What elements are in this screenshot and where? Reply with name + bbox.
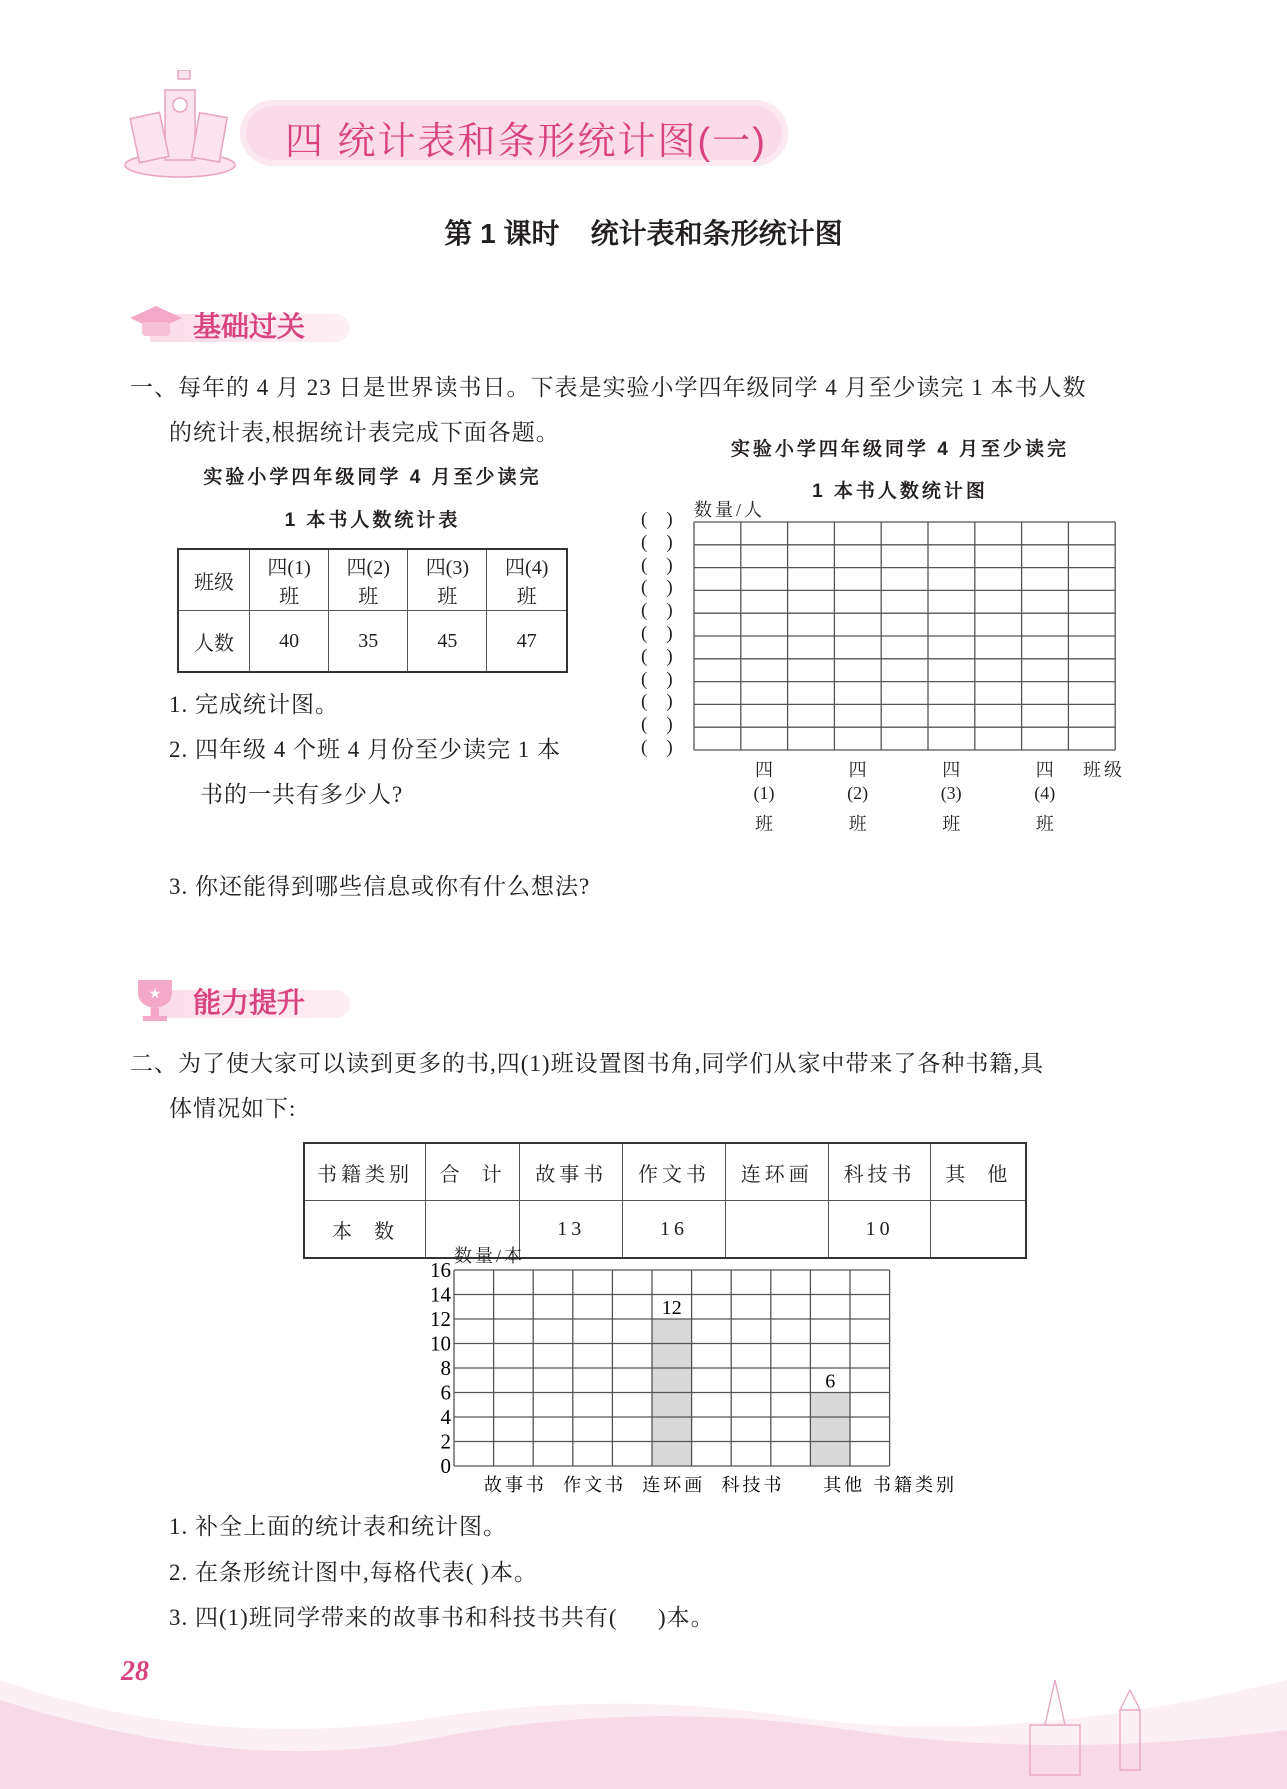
graduation-cap-icon (128, 300, 184, 346)
reading-table (177, 548, 568, 673)
x-tick-label: 班 (755, 814, 773, 834)
x-tick-label: 四 (942, 760, 961, 780)
y-tick-label: 14 (430, 1282, 451, 1307)
count-cell[interactable] (931, 1201, 1026, 1259)
count-cell: 35 (329, 611, 408, 673)
row-header: 人数 (178, 611, 250, 673)
chart1-ylabel: 数量/人 (694, 500, 766, 520)
x-tick-label: (1) (753, 783, 775, 803)
table-title-2: 1 本书人数统计表 (284, 510, 461, 531)
header-cell: 书籍类别 (304, 1143, 426, 1201)
section-basic: 基础过关 (193, 311, 306, 342)
y-tick-label: 8 (440, 1356, 451, 1380)
class-cell: 四(4) 班 (487, 549, 567, 611)
y-tick-label: 2 (440, 1429, 451, 1454)
y-tick-label: 12 (430, 1307, 451, 1331)
count-cell: 13 (520, 1201, 623, 1259)
books-table (303, 1142, 1027, 1259)
bar-value-label: 6 (825, 1370, 836, 1393)
y-tick-label: 4 (440, 1405, 451, 1429)
row-header: 班级 (178, 549, 250, 611)
page-number: 28 (121, 1656, 149, 1687)
y-axis-blank: ( ) (641, 668, 673, 690)
q1-text-1: 一、每年的 4 月 23 日是世界读书日。下表是实验小学四年级同学 4 月至少读完 1 本书人数 (130, 375, 1087, 400)
count-cell: 47 (487, 611, 567, 673)
y-axis-blank: ( ) (641, 509, 673, 530)
table-row (178, 611, 567, 673)
y-axis-blank: ( ) (641, 577, 673, 599)
unit-title: 四 统计表和条形统计图(一) (285, 121, 767, 163)
count-cell: 45 (408, 611, 487, 673)
chart-title-1: 实验小学四年级同学 4 月至少读完 (730, 439, 1070, 460)
class-cell: 四(2) 班 (329, 549, 408, 611)
x-axis-label: 书籍类别 (873, 1475, 957, 1495)
count-cell[interactable] (725, 1201, 828, 1259)
q1-question-3: 3. 你还能得到哪些信息或你有什么想法? (169, 874, 591, 899)
q1-text-2: 的统计表,根据统计表完成下面各题。 (169, 420, 560, 445)
bar-value-label: 12 (661, 1297, 682, 1319)
row-header: 本 数 (304, 1201, 426, 1259)
header-cell: 故事书 (520, 1143, 623, 1201)
header-cell: 科技书 (828, 1143, 931, 1201)
y-tick-label: 10 (430, 1331, 451, 1356)
table-row (304, 1143, 1026, 1201)
chart2-ylabel: 数量/本 (454, 1246, 526, 1266)
x-tick-label: 四 (848, 760, 867, 780)
y-tick-label: 6 (440, 1380, 451, 1405)
q2-question-1: 1. 补全上面的统计表和统计图。 (169, 1514, 507, 1539)
q2-text-2: 体情况如下: (169, 1096, 297, 1121)
q2-text-1: 二、为了使大家可以读到更多的书,四(1)班设置图书角,同学们从家中带来了各种书籍,具 (130, 1051, 1045, 1076)
x-tick-label: 故事书 (483, 1475, 547, 1495)
q1-question-1: 1. 完成统计图。 (169, 692, 339, 717)
x-tick-label: 其他 (823, 1475, 866, 1495)
count-cell: 10 (828, 1201, 931, 1259)
footer-wave (0, 1640, 1287, 1789)
table-row (304, 1201, 1026, 1259)
x-tick-label: (4) (1034, 783, 1056, 803)
y-axis-blank: ( ) (641, 600, 673, 622)
header-cell: 作文书 (623, 1143, 726, 1201)
x-tick-label: 四 (755, 760, 773, 780)
class-cell: 四(1) 班 (250, 549, 329, 611)
y-axis-blank: ( ) (641, 714, 673, 736)
header-cell: 连环画 (725, 1143, 828, 1201)
x-tick-label: 科技书 (721, 1475, 785, 1495)
count-cell: 16 (623, 1201, 726, 1259)
header-cell: 其 他 (931, 1143, 1026, 1201)
trophy-icon (130, 976, 180, 1024)
x-tick-label: (2) (847, 783, 869, 803)
y-axis-blank: ( ) (641, 623, 673, 644)
header-cell: 合 计 (426, 1143, 520, 1201)
q2-question-2: 2. 在条形统计图中,每格代表( )本。 (169, 1560, 538, 1585)
chart1-grid[interactable] (690, 518, 1120, 754)
class-cell: 四(3) 班 (408, 549, 487, 611)
section-advanced: 能力提升 (193, 987, 306, 1018)
x-tick-label: 班 (848, 814, 867, 834)
chart-title-2: 1 本书人数统计图 (812, 481, 988, 502)
x-tick-label: 四 (1035, 760, 1054, 780)
q2-question-3: 3. 四(1)班同学带来的故事书和科技书共有( )本。 (169, 1605, 715, 1630)
x-tick-label: 班 (1035, 814, 1054, 834)
q1-question-2: 2. 四年级 4 个班 4 月份至少读完 1 本 (169, 737, 561, 762)
table-row (178, 549, 567, 611)
q1-question-2-cont: 书的一共有多少人? (200, 782, 404, 807)
x-tick-label: (3) (940, 783, 962, 803)
bar-其他 (810, 1393, 850, 1467)
school-building-icon (110, 70, 250, 180)
y-tick-label: 0 (440, 1454, 451, 1478)
books-bar-chart[interactable] (400, 1260, 1000, 1510)
table-title-1: 实验小学四年级同学 4 月至少读完 (203, 467, 542, 488)
y-axis-blank: ( ) (641, 554, 673, 576)
x-tick-label: 班 (942, 814, 961, 834)
y-axis-blank: ( ) (641, 691, 673, 713)
lesson-title: 第 1 课时 统计表和条形统计图 (444, 218, 843, 249)
y-tick-label: 16 (430, 1260, 451, 1282)
count-cell: 40 (250, 611, 329, 673)
svg-text:★: ★ (148, 987, 162, 1002)
y-axis-blank: ( ) (641, 531, 673, 553)
x-tick-label: 连环画 (642, 1475, 706, 1495)
y-axis-blank: ( ) (641, 645, 673, 667)
chart1-xlabel: 班级 (1083, 760, 1125, 780)
x-tick-label: 作文书 (563, 1475, 627, 1495)
y-axis-blank: ( ) (641, 737, 673, 758)
